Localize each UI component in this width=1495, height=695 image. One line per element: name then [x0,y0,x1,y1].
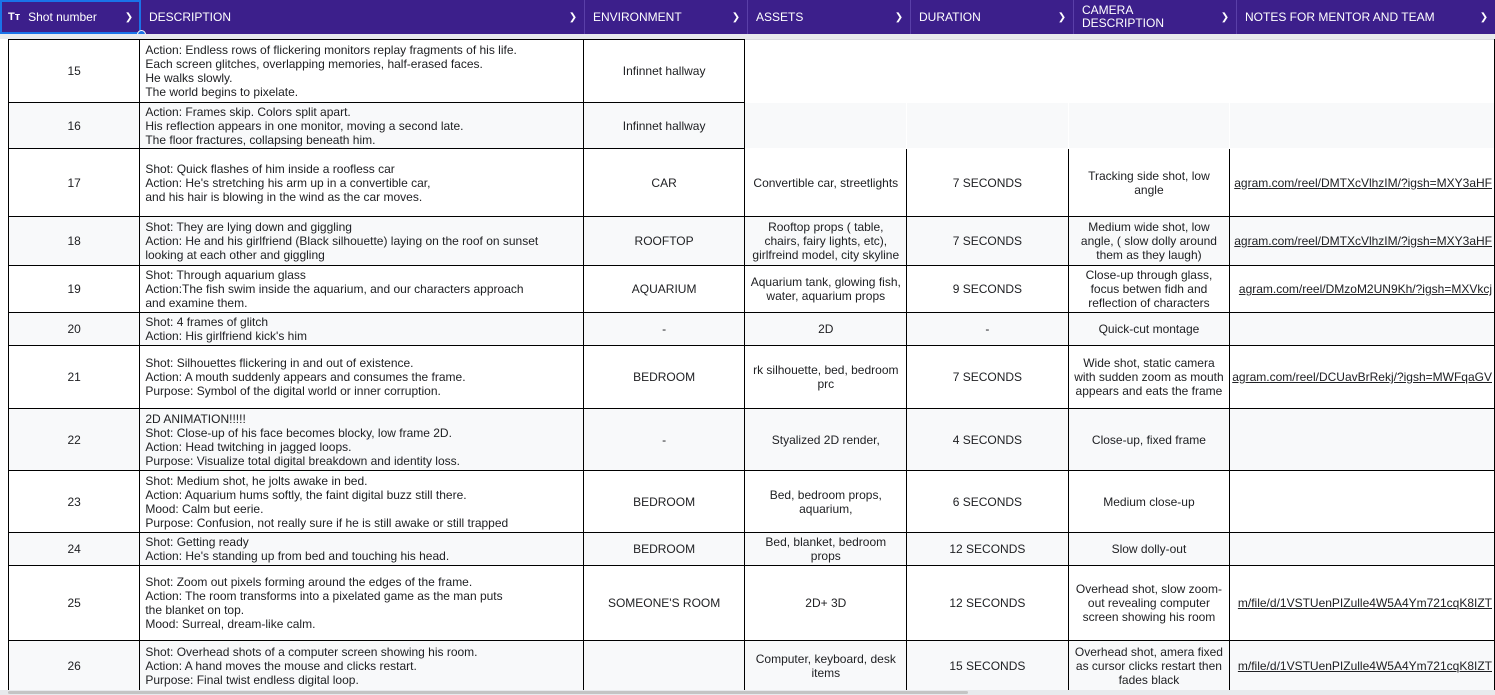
description-line: and his hair is blowing in the wind as the car moves. [145,189,423,204]
cell-notes-link[interactable] [1230,40,1495,103]
cell-environment[interactable]: CAR [583,149,745,217]
column-header-label: NOTES FOR MENTOR AND TEAM [1245,9,1435,24]
cell-camera-description[interactable]: Tracking side shot, low angle [1068,149,1230,217]
cell-description[interactable] [140,566,583,641]
description-line: the blanket on top. [145,603,245,617]
cell-description[interactable] [140,471,583,533]
description-line: Shot: Overhead shots of a computer screen showing his room. [145,644,478,659]
table-row [9,641,1495,691]
cell-assets[interactable] [745,103,907,149]
cell-assets[interactable]: Aquarium tank, glowing fish, water, aquarium props [745,266,907,313]
description-line: The world begins to pixelate. [145,85,299,99]
cell-camera-description[interactable]: Medium close-up [1068,471,1230,533]
cell-shot-number[interactable]: 25 [9,566,140,641]
shot-list-table [8,39,1495,691]
description-line: He walks slowly. [145,71,233,85]
chevron-down-icon[interactable]: ❯ [124,11,134,23]
description-line: Action: A mouth suddenly appears and consumes the frame. [145,370,466,384]
cell-description[interactable] [140,313,583,346]
row-gutter [0,39,8,690]
cell-duration[interactable]: 7 SECONDS [907,149,1069,217]
cell-camera-description[interactable]: Close-up through glass, focus betwen fidh and reflection of characters [1068,266,1230,313]
cell-environment[interactable]: SOMEONE'S ROOM [583,566,745,641]
cell-shot-number[interactable]: 17 [9,149,140,217]
description-line: Purpose: Final twist endless digital loop. [145,672,359,687]
column-header-bar [0,0,1495,34]
cell-shot-number[interactable]: 22 [9,409,140,471]
cell-assets[interactable]: 2D [745,313,907,346]
description-line: Shot: 4 frames of glitch [145,315,269,329]
cell-shot-number[interactable]: 21 [9,346,140,409]
column-header-shot-number[interactable] [0,0,141,34]
notes-link-text[interactable]: agram.com/reel/DMzoM2UN9Kh/?igsh=MXVkcj [1238,282,1492,296]
description-line: His reflection appears in one monitor, moving a second late. [145,118,464,133]
cell-shot-number[interactable]: 15 [9,40,140,103]
description-line: Action: He's stretching his arm up in a convertible car, [145,175,431,190]
cell-shot-number[interactable]: 19 [9,266,140,313]
chevron-down-icon[interactable]: ❯ [894,11,904,23]
table-row [9,346,1495,409]
chevron-down-icon[interactable]: ❯ [1479,11,1489,23]
cell-environment[interactable]: ROOFTOP [583,217,745,266]
cell-duration[interactable]: 12 SECONDS [907,566,1069,641]
cell-camera-description[interactable] [1068,103,1230,149]
description-line: Mood: Surreal, dream-like calm. [145,617,316,631]
description-line: Shot: Zoom out pixels forming around the edges of the frame. [145,575,473,589]
description-line: Shot: Through aquarium glass [145,268,306,282]
description-line: Shot: Getting ready [145,535,249,549]
notes-link-text[interactable]: agram.com/reel/DCUavBrRekj/?igsh=MWFqaGV [1232,370,1492,384]
column-header-label: CAMERA DESCRIPTION [1082,3,1165,30]
cell-notes-link[interactable] [1230,217,1495,266]
description-line: and examine them. [145,296,248,310]
cell-environment[interactable]: Infinnet hallway [583,103,745,149]
column-header-label: Shot number [28,9,97,24]
cell-duration[interactable]: 7 SECONDS [907,346,1069,409]
description-line: Action: He's standing up from bed and touching his head. [145,549,450,563]
description-line: Purpose: Visualize total digital breakdown and identity loss. [145,453,460,468]
cell-duration[interactable] [907,103,1069,149]
chevron-down-icon[interactable]: ❯ [731,11,741,23]
description-line: Action:The fish swim inside the aquarium, and our characters approach [145,282,524,296]
cell-notes-link[interactable] [1230,409,1495,471]
description-line: 2D ANIMATION!!!!! [145,411,246,426]
cell-environment[interactable]: BEDROOM [583,471,745,533]
cell-duration[interactable]: 15 SECONDS [907,641,1069,691]
table-row [9,566,1495,641]
description-line: Action: A hand moves the mouse and clicks restart. [145,658,417,673]
cell-duration[interactable]: 6 SECONDS [907,471,1069,533]
cell-environment[interactable]: AQUARIUM [583,266,745,313]
description-line: The floor fractures, collapsing beneath him. [145,132,376,147]
notes-link-text[interactable]: m/file/d/1VSTUenPIZulle4W5A4Ym721cqK8IZT [1237,658,1492,673]
cell-assets[interactable]: Bed, bedroom props, aquarium, [745,471,907,533]
description-line: Shot: They are lying down and giggling [145,220,352,234]
cell-shot-number[interactable]: 16 [9,103,140,149]
table-row [9,103,1495,149]
cell-notes-link[interactable] [1230,103,1495,149]
cell-shot-number[interactable]: 24 [9,533,140,566]
cell-shot-number[interactable]: 18 [9,217,140,266]
cell-assets[interactable]: Computer, keyboard, desk items [745,641,907,691]
cell-description[interactable] [140,217,583,266]
cell-notes-link[interactable] [1230,533,1495,566]
cell-duration[interactable]: 7 SECONDS [907,217,1069,266]
cell-assets[interactable]: rk silhouette, bed, bedroom prc [745,346,907,409]
table-row [9,313,1495,346]
table-row [9,409,1495,471]
column-header-label: ASSETS [756,9,804,24]
column-header-label: DESCRIPTION [149,9,232,24]
column-header-assets[interactable] [748,0,911,34]
cell-notes-link[interactable] [1230,641,1495,691]
cell-assets[interactable]: Bed, blanket, bedroom props [745,533,907,566]
column-header-label: ENVIRONMENT [593,9,682,24]
cell-description[interactable] [140,346,583,409]
cell-assets[interactable]: Convertible car, streetlights [745,149,907,217]
cell-assets[interactable]: Styalized 2D render, [745,409,907,471]
cell-description[interactable] [140,533,583,566]
cell-camera-description[interactable]: Overhead shot, amera fixed as cursor clicks restart then fades black [1068,641,1230,691]
description-line: Each screen glitches, overlapping memories, half-erased faces. [145,57,483,71]
chevron-down-icon[interactable]: ❯ [1220,11,1230,23]
description-line: Shot: Quick flashes of him inside a roofless car [145,161,395,176]
cell-environment[interactable]: BEDROOM [583,346,745,409]
cell-shot-number[interactable]: 20 [9,313,140,346]
cell-notes-link[interactable] [1230,566,1495,641]
cell-duration[interactable]: - [907,313,1069,346]
column-header-camera-description[interactable] [1074,0,1237,34]
description-line: Action: Head twitching in jagged loops. [145,439,352,454]
description-line: Action: Frames skip. Colors split apart. [145,104,351,119]
cell-description[interactable] [140,149,583,217]
table-row [9,266,1495,313]
description-line: Action: Endless rows of flickering monitors replay fragments of his life. [145,43,517,57]
cell-assets[interactable] [745,40,907,103]
cell-description[interactable] [140,409,583,471]
chevron-down-icon[interactable]: ❯ [568,11,578,23]
notes-link-text[interactable]: agram.com/reel/DMTXcVlhzIM/?igsh=MXY3aHF [1234,234,1492,248]
description-line: Action: His girlfriend kick's him [145,329,308,343]
cell-environment[interactable]: - [583,313,745,346]
chevron-down-icon[interactable]: ❯ [1057,11,1067,23]
table-row [9,149,1495,217]
cell-shot-number[interactable]: 23 [9,471,140,533]
notes-link-text[interactable]: agram.com/reel/DMTXcVlhzIM/?igsh=MXY3aHF [1234,175,1492,190]
cell-notes-link[interactable] [1230,471,1495,533]
description-line: Shot: Medium shot, he jolts awake in bed. [145,473,368,488]
horizontal-scrollbar-thumb[interactable] [8,691,968,694]
cell-camera-description[interactable]: Close-up, fixed frame [1068,409,1230,471]
table-row [9,40,1495,103]
column-header-environment[interactable] [585,0,748,34]
cell-description[interactable] [140,266,583,313]
description-line: Purpose: Symbol of the digital world or inner corruption. [145,384,441,398]
cell-shot-number[interactable]: 26 [9,641,140,691]
description-line: Action: The room transforms into a pixelated game as the man puts [145,589,503,603]
cell-camera-description[interactable]: Quick-cut montage [1068,313,1230,346]
column-header-notes[interactable] [1237,0,1495,34]
description-line: Action: Aquarium hums softly, the faint digital buzz still there. [145,487,467,502]
description-line: Shot: Close-up of his face becomes blocky, low frame 2D. [145,425,452,440]
cell-duration[interactable]: 12 SECONDS [907,533,1069,566]
cell-duration[interactable]: 4 SECONDS [907,409,1069,471]
cell-description[interactable] [140,40,583,103]
cell-environment[interactable]: Infinnet hallway [583,40,745,103]
description-line: Shot: Silhouettes flickering in and out of existence. [145,356,414,370]
table-row [9,471,1495,533]
cell-environment[interactable]: BEDROOM [583,533,745,566]
cell-assets[interactable]: Rooftop props ( table, chairs, fairy lights, etc), girlfreind model, city skyline [745,217,907,266]
cell-description[interactable] [140,103,583,149]
cell-environment[interactable]: - [583,409,745,471]
cell-notes-link[interactable] [1230,346,1495,409]
description-line: Mood: Calm but eerie. [145,501,264,516]
cell-camera-description[interactable] [1068,40,1230,103]
cell-notes-link[interactable] [1230,149,1495,217]
cell-notes-link[interactable] [1230,266,1495,313]
cell-environment[interactable] [583,641,745,691]
cell-notes-link[interactable] [1230,313,1495,346]
cell-camera-description[interactable]: Slow dolly-out [1068,533,1230,566]
cell-assets[interactable]: 2D+ 3D [745,566,907,641]
description-line: Purpose: Confusion, not really sure if he is still awake or still trapped [145,515,509,530]
table-row [9,533,1495,566]
cell-camera-description[interactable]: Medium wide shot, low angle, ( slow dolly around them as they laugh) [1068,217,1230,266]
cell-camera-description[interactable]: Wide shot, static camera with sudden zoom as mouth appears and eats the frame [1068,346,1230,409]
cell-description[interactable] [140,641,583,691]
column-header-duration[interactable] [911,0,1074,34]
text-type-icon: Tт [8,10,21,23]
column-header-description[interactable] [141,0,585,34]
table-row [9,217,1495,266]
description-line: looking at each other and giggling [145,248,325,262]
cell-duration[interactable]: 9 SECONDS [907,266,1069,313]
description-line: Action: He and his girlfriend (Black silhouette) laying on the roof on sunset [145,234,539,248]
column-header-label: DURATION [919,9,981,24]
cell-duration[interactable] [907,40,1069,103]
cell-camera-description[interactable]: Overhead shot, slow zoom-out revealing computer screen showing his room [1068,566,1230,641]
notes-link-text[interactable]: m/file/d/1VSTUenPIZulle4W5A4Ym721cqK8IZT [1237,596,1492,610]
